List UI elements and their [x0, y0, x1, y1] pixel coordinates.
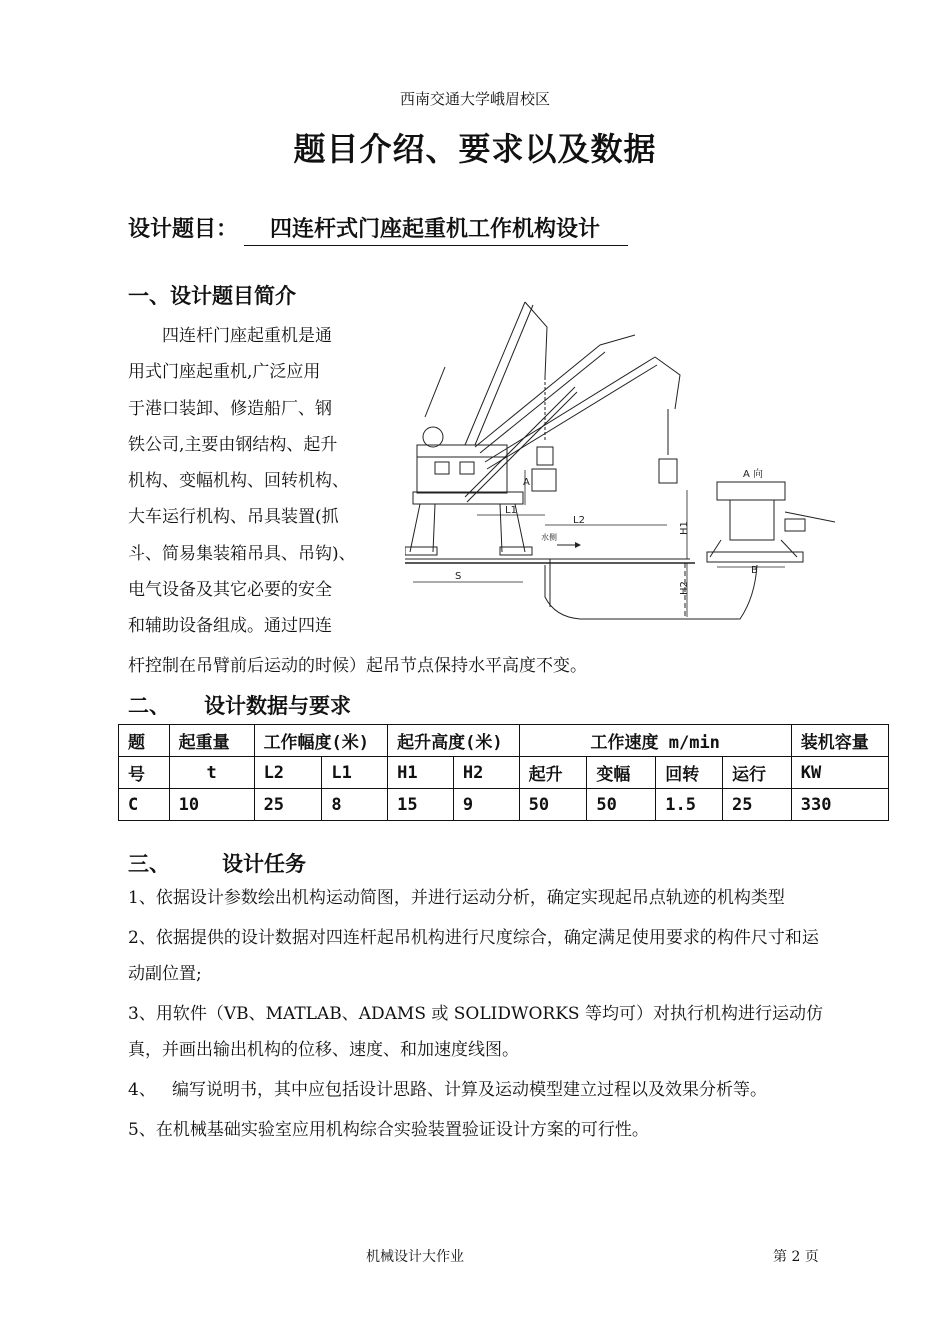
- page-header: 西南交通大学峨眉校区: [399, 90, 550, 108]
- intro-line: 和辅助设备组成。通过四连: [128, 616, 332, 637]
- task-item: 4、 编写说明书，其中应包括设计思路、计算及运动模型建立过程以及效果分析等。: [128, 1080, 768, 1100]
- th-no-2: 号: [119, 757, 170, 789]
- th-sub: H1: [388, 757, 454, 789]
- page-title: 题目介绍、要求以及数据: [293, 130, 657, 168]
- intro-tail: 杆控制在吊臂前后运动的时候）起吊节点保持水平高度不变。: [128, 656, 587, 676]
- quay-ground: [405, 559, 695, 617]
- table-cell: 8: [322, 789, 388, 821]
- table-cell: 15: [388, 789, 454, 821]
- crane-a-view: [707, 482, 835, 562]
- label-h2: H2: [679, 581, 690, 595]
- label-water-side: 水侧: [541, 533, 557, 542]
- intro-line: 斗、简易集装箱吊具、吊钩)、: [128, 543, 356, 564]
- intro-line: 机构、变幅机构、回转机构、: [128, 471, 349, 492]
- water-arrow-head: [575, 542, 581, 548]
- table-cell: 10: [169, 789, 254, 821]
- th-sub: 运行: [722, 757, 791, 789]
- intro-line: 大车运行机构、吊具装置(抓: [128, 507, 339, 528]
- topic-value: 四连杆式门座起重机工作机构设计: [244, 212, 628, 246]
- intro-line: 铁公司,主要由钢结构、起升: [128, 434, 338, 455]
- intro-line: 于港口装卸、修造船厂、钢: [128, 398, 332, 419]
- table-cell: C: [119, 789, 170, 821]
- section3-title: 设计任务: [222, 852, 306, 876]
- table-cell: 1.5: [656, 789, 723, 821]
- section3-heading: [128, 848, 306, 878]
- th-range: 工作幅度(米): [254, 725, 388, 757]
- th-sub: 回转: [656, 757, 723, 789]
- section1-heading: 一、设计题目简介: [128, 284, 296, 308]
- design-topic: [128, 212, 628, 246]
- table-cell: 50: [519, 789, 587, 821]
- label-l1: L1: [505, 505, 517, 516]
- section2-number: 二、: [128, 694, 170, 718]
- table-cell: 9: [453, 789, 519, 821]
- task-item: 5、在机械基础实验室应用机构综合实验装置验证设计方案的可行性。: [128, 1120, 649, 1140]
- intro-line: 电气设备及其它必要的安全: [128, 580, 332, 601]
- label-l2: L2: [573, 515, 585, 526]
- boom-raised: [465, 302, 553, 465]
- intro-line: 用式门座起重机,广泛应用: [128, 362, 321, 383]
- label-a-view: A 向: [743, 469, 764, 480]
- label-b: B: [751, 565, 758, 576]
- table-cell: 25: [722, 789, 791, 821]
- th-sub: L2: [254, 757, 322, 789]
- ship-hull: [545, 565, 757, 619]
- boom-mid: [475, 335, 635, 453]
- grab-bucket: [532, 469, 556, 491]
- table-cell: 330: [791, 789, 888, 821]
- th-sub: 变幅: [587, 757, 656, 789]
- th-sub: L1: [322, 757, 388, 789]
- table-subheader-row: [119, 757, 889, 789]
- th-speed: 工作速度 m/min: [519, 725, 791, 757]
- table-cell: 50: [587, 789, 656, 821]
- intro-text: [128, 318, 360, 645]
- portal-frame: [405, 492, 532, 555]
- label-s: S: [455, 571, 462, 582]
- crane-diagram: [405, 297, 845, 622]
- th-no: 题: [119, 725, 170, 757]
- topic-label: 设计题目：: [128, 217, 239, 242]
- th-sub: H2: [453, 757, 519, 789]
- task-list: [128, 880, 828, 1152]
- table-row: [119, 789, 889, 821]
- th-sub: 起升: [519, 757, 587, 789]
- section2-title: 设计数据与要求: [204, 694, 351, 718]
- machine-house: [417, 367, 507, 493]
- task-item: 3、用软件（VB、MATLAB、ADAMS 或 SOLIDWORKS 等均可）对执行机构进行运动仿真，并画出输出机构的位移、速度、和加速度线图。: [128, 1004, 823, 1060]
- th-lift: 起升高度(米): [388, 725, 520, 757]
- th-load-unit: t: [169, 757, 254, 789]
- label-h1: H1: [679, 521, 690, 535]
- th-load: 起重量: [169, 725, 254, 757]
- intro-line: 四连杆门座起重机是通: [162, 326, 332, 346]
- th-power-unit: KW: [791, 757, 888, 789]
- section3-number: 三、: [128, 852, 170, 876]
- task-item: 2、依据提供的设计数据对四连杆起吊机构进行尺度综合，确定满足使用要求的构件尺寸和运动副位置;: [128, 928, 819, 984]
- task-item: 1、依据设计参数绘出机构运动简图，并进行运动分析，确定实现起吊点轨迹的机构类型: [128, 888, 785, 908]
- footer-page-number: 第 2 页: [773, 1249, 819, 1265]
- table-cell: 25: [254, 789, 322, 821]
- label-a: A: [523, 477, 530, 488]
- table-header-row: [119, 725, 889, 757]
- th-power: 装机容量: [791, 725, 888, 757]
- spec-table: [118, 724, 889, 821]
- section2-heading: [128, 690, 351, 720]
- footer-course: 机械设计大作业: [366, 1249, 464, 1265]
